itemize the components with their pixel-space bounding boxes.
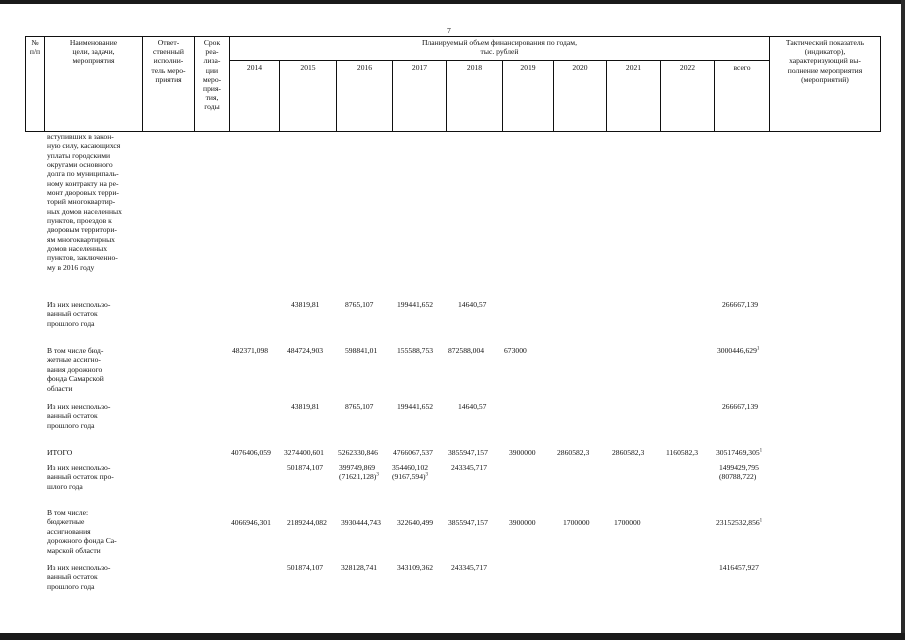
row1-total: 266667,139: [722, 300, 759, 309]
header-year-2020: 2020: [572, 63, 588, 72]
row5-2017: 354460,102: [392, 463, 429, 472]
row7-2017: 343109,362: [397, 563, 434, 572]
row4-2020: 2860582,3: [557, 448, 590, 457]
row7-label: Из них неиспользо- ванный остаток прошлого года: [47, 563, 111, 591]
row5-totalb: (80788,722): [719, 472, 757, 481]
row4-2018: 3855947,157: [448, 448, 488, 457]
row6-total: 23152532,856$^1$: [716, 518, 763, 527]
row5-2018: 243345,717: [451, 463, 488, 472]
header-year-2016: 2016: [356, 63, 373, 72]
row4-2019: 3900000: [509, 448, 536, 457]
page-number: 7: [447, 26, 451, 35]
row1-2015: 43819,81: [291, 300, 320, 309]
row5-label: Из них неиспользо- ванный остаток про- шлого года: [47, 463, 114, 491]
header-col-number: № п/п: [29, 38, 41, 57]
header-year-2018: 2018: [466, 63, 483, 72]
row5-2017b: $(9167,594)^3$: [392, 472, 429, 481]
row2-2015: 484724,903: [287, 346, 324, 355]
row4-2021: 2860582,3: [612, 448, 645, 457]
row4-label: ИТОГО: [47, 448, 73, 457]
row5-total: 1499429,795: [719, 463, 759, 472]
header-year-total: всего: [733, 63, 751, 72]
row4-2015: 3274400,601: [284, 448, 324, 457]
row6-2021: 1700000: [614, 518, 641, 527]
row4-2016: 5262330,846: [338, 448, 378, 457]
row1-2016: 8765,107: [345, 300, 374, 309]
header-col-financing: Планируемый объем финансирования по годам, тыс. рублей: [422, 38, 577, 57]
scan-border-right: [901, 0, 905, 640]
row3-2018: 14640,57: [458, 402, 487, 411]
row4-2017: 4766067,537: [393, 448, 433, 457]
scan-border-bottom: [0, 633, 905, 640]
row6-label: В том числе: бюджетные ассигнования дорожного фонда Са- марской области: [47, 508, 117, 555]
header-col-term: Срок реа- лиза- ции меро- прия- тия, годы: [202, 38, 222, 112]
header-col-name: Наименование цели, задачи, мероприятия: [69, 38, 118, 66]
header-year-2019: 2019: [520, 63, 536, 72]
header-year-2017: 2017: [411, 63, 428, 72]
row7-2018: 243345,717: [451, 563, 488, 572]
row7-2016: 328128,741: [341, 563, 378, 572]
row3-2015: 43819,81: [291, 402, 320, 411]
header-year-2015: 2015: [300, 63, 316, 72]
row6-2018: 3855947,157: [448, 518, 488, 527]
row3-label: Из них неиспользо- ванный остаток прошлого года: [47, 402, 111, 430]
header-year-2022: 2022: [679, 63, 696, 72]
row4-2014: 4076406,059: [231, 448, 271, 457]
row2-total: 3000446,629$^1$: [717, 346, 760, 355]
row7-total: 1416457,927: [719, 563, 759, 572]
row2-2014: 482371,098: [232, 346, 269, 355]
header-year-2021: 2021: [625, 63, 642, 72]
row2-2018: 872588,004: [448, 346, 485, 355]
row2-2016: 598841,01: [345, 346, 378, 355]
row5-2015: 501874,107: [287, 463, 324, 472]
row2-label: В том числе бюд- жетные ассигно- вания дорожного фонда Самарской области: [47, 346, 104, 393]
row6-2017: 322640,499: [397, 518, 434, 527]
row2-2017: 155588,753: [397, 346, 434, 355]
row4-total: 30517469,305$^1$: [716, 448, 763, 457]
row3-2017: 199441,652: [397, 402, 434, 411]
row1-label: Из них неиспользо- ванный остаток прошлого года: [47, 300, 111, 328]
row3-2016: 8765,107: [345, 402, 374, 411]
row1-2017: 199441,652: [397, 300, 434, 309]
row1-2018: 14640,57: [458, 300, 487, 309]
intro-text: вступивших в закон- ную силу, касающихся уплаты городскими округами основного долга по муниципаль- ному контракту на ре- монт дворовых терри- торий многоквартир- ных домов населенных пунктов, проездов к дворовым территори- ям многоквартирных домов населенных пунктов, заключенно- му в 2016 году: [47, 132, 122, 272]
row3-total: 266667,139: [722, 402, 759, 411]
row5-2016: 399749,869: [339, 463, 376, 472]
scan-border-top: [0, 0, 905, 4]
row6-2016: 3930444,743: [341, 518, 381, 527]
row4-2022: 1160582,3: [666, 448, 698, 457]
row2-2019: 673000: [504, 346, 527, 355]
row6-2020: 1700000: [563, 518, 590, 527]
header-year-2014: 2014: [246, 63, 263, 72]
row6-2015: 2189244,082: [287, 518, 327, 527]
header-col-indicator: Тактический показатель (индикатор), характеризующий вы- полнение мероприятия (мероприятий): [785, 38, 865, 84]
row7-2015: 501874,107: [287, 563, 324, 572]
header-col-responsible: Ответ- ственный исполни- тель меро- приятия: [151, 38, 186, 84]
row6-2014: 4066946,301: [231, 518, 271, 527]
row5-2016b: $(71621,128)^3$: [339, 472, 379, 481]
row6-2019: 3900000: [509, 518, 536, 527]
